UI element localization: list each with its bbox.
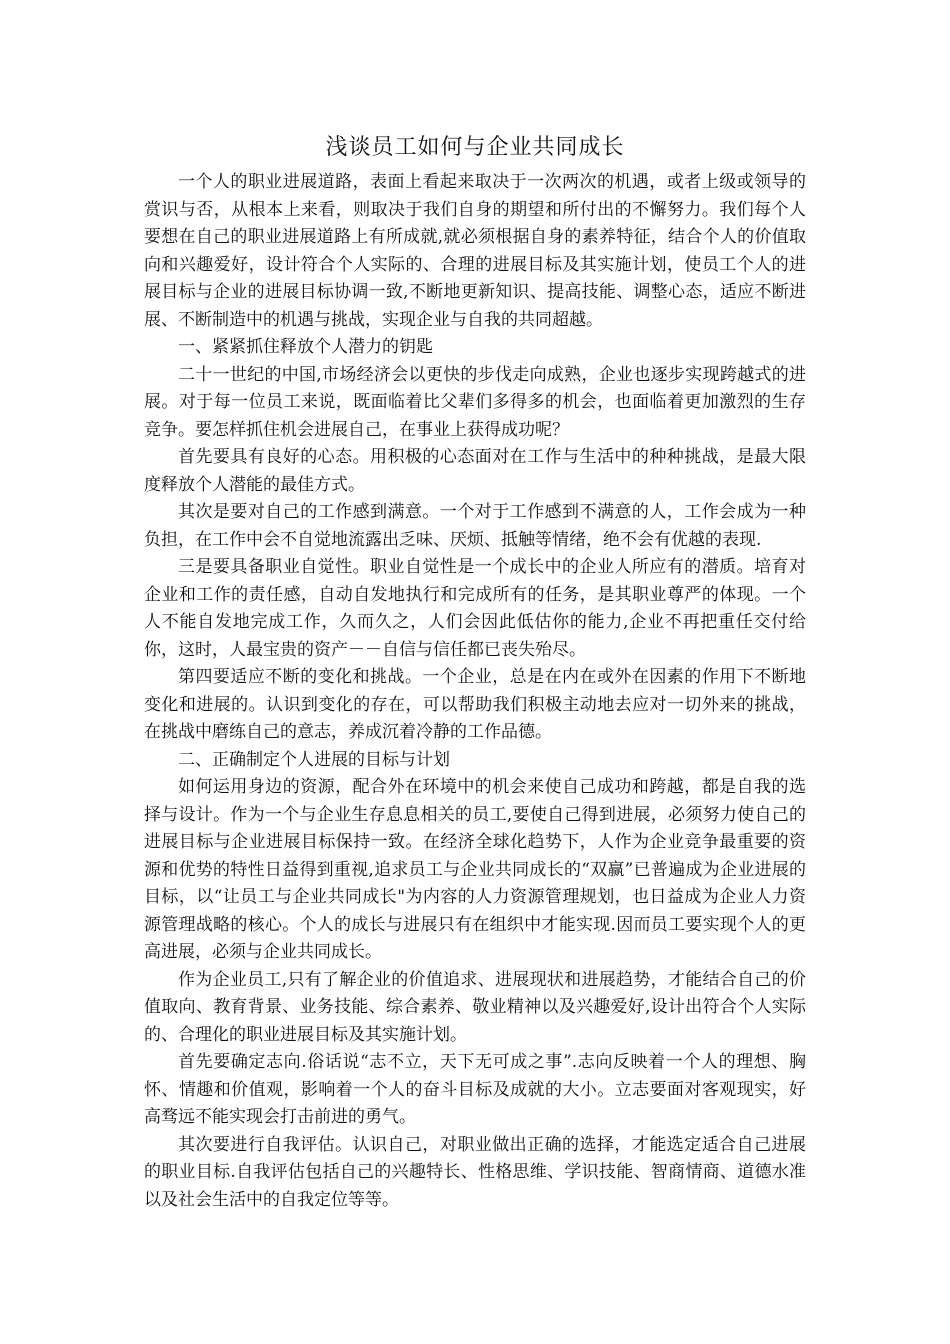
paragraph-self-assessment: 其次要进行自我评估。认识自己，对职业做出正确的选择，才能选定适合自己进展的职业目标.自我评估包括自己的兴趣特长、性格思维、学识技能、智商情商、道德水准以及社会生活中的自我定位等等。	[144, 1134, 806, 1210]
paragraph-understanding-company: 作为企业员工,只有了解企业的价值追求、进展现状和进展趋势，才能结合自己的价值取向、教育背景、业务技能、综合素养、敬业精神以及兴趣爱好,设计出符合个人实际的、合理化的职业进展目标及其实施计划。	[144, 969, 806, 1045]
paragraph-ambition: 首先要确定志向.俗话说“志不立，天下无可成之事”.志向反映着一个人的理想、胸怀、情趣和价值观，影响着一个人的奋斗目标及成就的大小。立志要面对客观现实，好高骛远不能实现会打击前进的勇气。	[144, 1052, 806, 1127]
section-heading-1: 一、紧紧抓住释放个人潜力的钥匙	[178, 337, 433, 357]
document-title: 浅谈员工如何与企业共同成长	[325, 135, 625, 160]
paragraph-resources: 如何运用身边的资源，配合外在环境中的机会来使自己成功和跨越，都是自我的选择与设计。作为一个与企业生存息息相关的员工,要使自己得到进展，必须努力使自己的进展目标与企业进展目标保持一致。在经济全球化趋势下，人作为企业竞争最重要的资源和优势的特性日益得到重视,追求员工与企业共同成长的“双赢”已普遍成为企业进展的目标，以“让员工与企业共同成长"为内容的人力资源管理规划，也日益成为企业人力资源管理战略的核心。个人的成长与进展只有在组织中才能实现.因而员工要实现个人的更高进展，必须与企业共同成长。	[144, 777, 806, 962]
paragraph-adaptability: 第四要适应不断的变化和挑战。一个企业，总是在内在或外在因素的作用下不断地变化和进展的。认识到变化的存在，可以帮助我们积极主动地去应对一切外来的挑战，在挑战中磨练自己的意志，养成沉着冷静的工作品德。	[144, 667, 806, 742]
document-page	[144, 130, 806, 1214]
paragraph-satisfaction: 其次是要对自己的工作感到满意。一个对于工作感到不满意的人，工作会成为一种负担，在工作中会不自觉地流露出乏味、厌烦、抵触等情绪，绝不会有优越的表现.	[144, 502, 806, 550]
paragraph-self-motivation: 三是要具备职业自觉性。职业自觉性是一个成长中的企业人所应有的潜质。培育对企业和工作的责任感，自动自发地执行和完成所有的任务，是其职业尊严的体现。一个人不能自发地完成工作，久而久之，人们会因此低估你的能力,企业不再把重任交付给你，这时，人最宝贵的资产－－自信与信任都已丧失殆尽。	[144, 557, 806, 660]
section-heading-2: 二、正确制定个人进展的目标与计划	[178, 749, 450, 770]
paragraph-intro: 一个人的职业进展道路，表面上看起来取决于一次两次的机遇，或者上级或领导的赏识与否，从根本上来看，则取决于我们自身的期望和所付出的不懈努力。我们每个人要想在自己的职业进展道路上有所成就,就必须根据自身的素养特征，结合个人的价值取向和兴趣爱好，设计符合个人实际的、合理的进展目标及其实施计划，使员工个人的进展目标与企业的进展目标协调一致,不断地更新知识、提高技能、调整心态，适应不断进展、不断制造中的机遇与挑战，实现企业与自我的共同超越。	[144, 172, 806, 330]
paragraph-mindset: 首先要具有良好的心态。用积极的心态面对在工作与生活中的种种挑战，是最大限度释放个人潜能的最佳方式。	[144, 447, 806, 495]
paragraph-context: 二十一世纪的中国,市场经济会以更快的步伐走向成熟，企业也逐步实现跨越式的进展。对于每一位员工来说，既面临着比父辈们多得多的机会，也面临着更加激烈的生存竞争。要怎样抓住机会进展自己，在事业上获得成功呢？	[144, 364, 806, 440]
